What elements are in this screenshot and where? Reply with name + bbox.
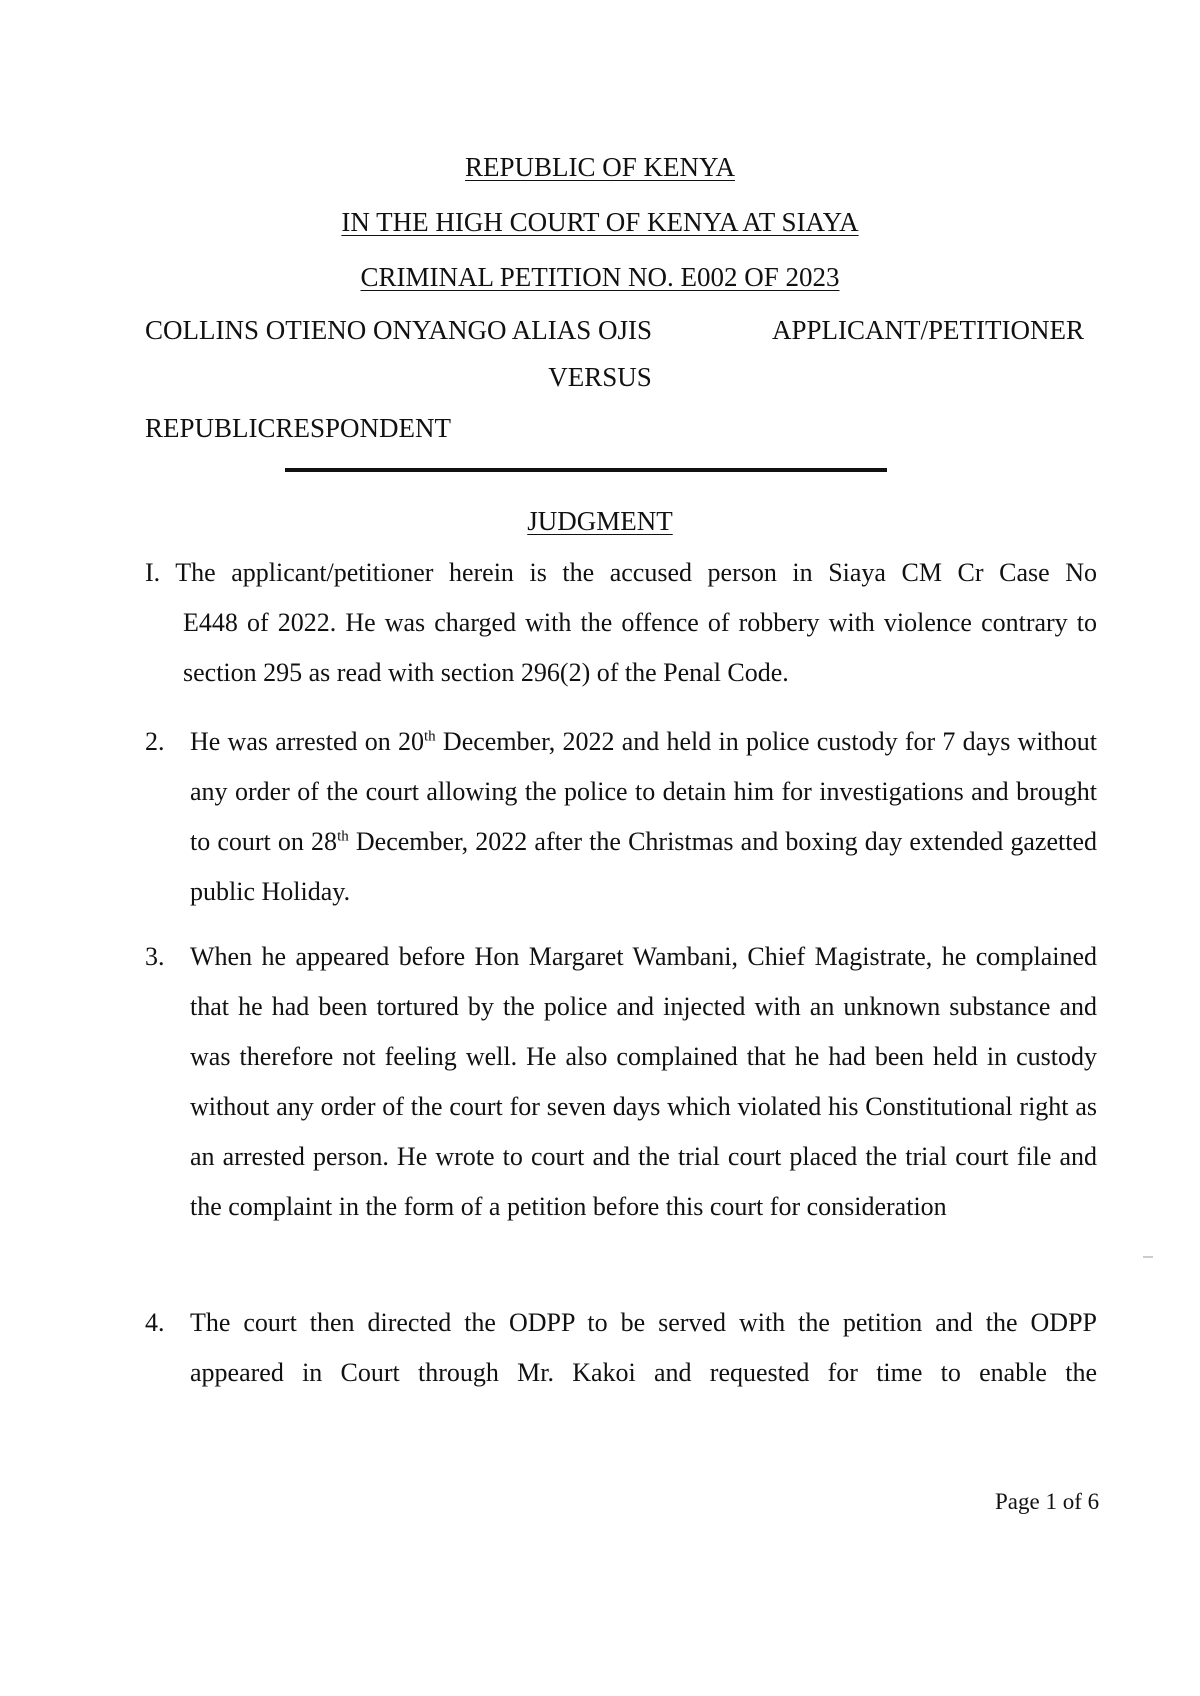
paragraph-1 [145, 548, 1097, 698]
paragraph-1-number: I. [145, 558, 161, 587]
paragraph-1-body [145, 548, 1097, 698]
paragraph-2 [145, 717, 1097, 917]
heading-petition-number: CRIMINAL PETITION NO. E002 OF 2023 [360, 262, 840, 292]
paragraph-4-number: 4. [145, 1308, 165, 1337]
paragraph-1-text: E448 of 2022. He was charged with the offence of robbery with violence contrary to section 295 as read with section 296(2) of the Penal Code. [183, 608, 1097, 687]
divider-rule [285, 468, 887, 472]
paragraph-3-number: 3. [145, 942, 165, 971]
applicant-role: APPLICANT/PETITIONER [772, 315, 1084, 345]
applicant-name: COLLINS OTIENO ONYANGO ALIAS OJIS [145, 315, 652, 345]
versus-label: VERSUS [548, 362, 652, 392]
heading-court: IN THE HIGH COURT OF KENYA AT SIAYA [341, 207, 859, 237]
heading-republic: REPUBLIC OF KENYA [464, 152, 736, 182]
judgment-title: JUDGMENT [527, 506, 673, 536]
page-number: Page 1 of 6 [995, 1489, 1100, 1514]
paragraph-2-body: He was arrested on 20th December, 2022 and held in police custody for 7 days without any order of the court allowing the police to detain him for investigations and brought to court on 28th December, 2022 after the Christmas and boxing day extended gazetted public Holiday. [190, 727, 1098, 906]
paragraph-4 [145, 1298, 1097, 1398]
paragraph-3-text: When he appeared before Hon Margaret Wambani, Chief Magistrate, he complained that he had been tortured by the police and injected with an unknown substance and was therefore not feeling well. He also complained that he had been held in custody without any order of the court for seven days which violated his Constitutional right as an arrested person. He wrote to court and the trial court placed the trial court file and the complaint in the form of a petition before this court for consideration [190, 942, 1097, 1221]
paragraph-4-text: The court then directed the ODPP to be served with the petition and the ODPP appeared in Court through Mr. Kakoi and requested for time to enable the [190, 1308, 1097, 1387]
paragraph-3 [145, 932, 1097, 1232]
respondent-label: REPUBLICRESPONDENT [145, 413, 452, 443]
paragraph-2-number: 2. [145, 727, 165, 756]
scan-mark [1143, 1256, 1153, 1258]
paragraph-1-lead: The applicant/petitioner herein is the accused person in Siaya CM Cr Case No [175, 558, 1097, 587]
